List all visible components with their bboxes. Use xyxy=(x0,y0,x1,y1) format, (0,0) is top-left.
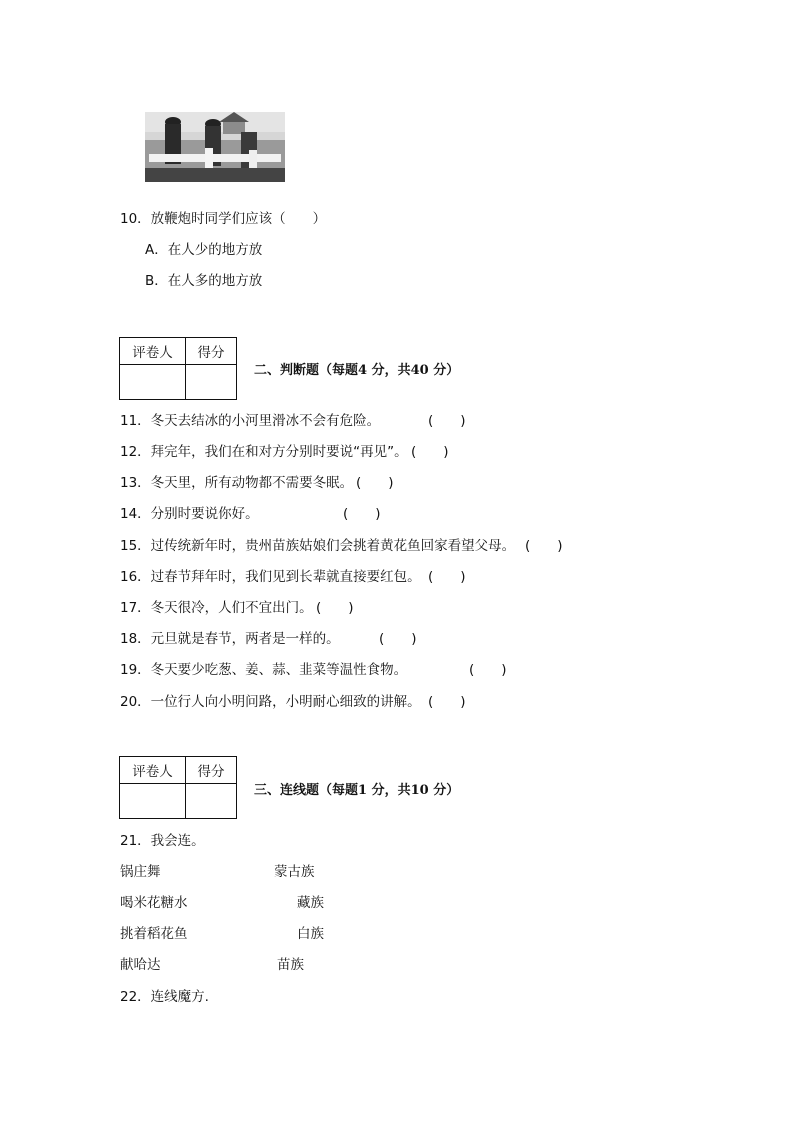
section2-title: 二、判断题（每题4 分，共40 分） xyxy=(254,363,460,378)
answer-bracket-20: ( ) xyxy=(428,694,466,710)
option-a: A．在人少的地方放 xyxy=(145,242,263,258)
answer-bracket-18: ( ) xyxy=(379,631,417,647)
question-15: 15．过传统新年时，贵州苗族姑娘们会挑着黄花鱼回家看望父母。 xyxy=(120,538,516,554)
answer-bracket-12: ( ) xyxy=(411,444,449,460)
question-21: 21．我会连。 xyxy=(120,833,205,849)
score-cell xyxy=(186,365,237,400)
answer-bracket-16: ( ) xyxy=(428,569,466,585)
section3-title: 三、连线题（每题1 分，共10 分） xyxy=(254,783,460,798)
question-22: 22．连线魔方. xyxy=(120,989,209,1005)
question-20: 20．一位行人向小明问路，小明耐心细致的讲解。 xyxy=(120,694,421,710)
score-cell xyxy=(186,784,237,819)
match-right-item: 苗族 xyxy=(277,957,304,973)
question-12: 12．拜完年，我们在和对方分别时要说“再见”。 xyxy=(120,444,408,460)
reviewer-cell xyxy=(120,365,186,400)
answer-bracket-15: ( ) xyxy=(525,538,563,554)
answer-bracket-14: ( ) xyxy=(343,506,381,522)
question-14: 14．分别时要说你好。 xyxy=(120,506,259,522)
option-b: B．在人多的地方放 xyxy=(145,273,263,289)
score-label: 得分 xyxy=(186,338,237,365)
match-left-item: 喝米花糖水 xyxy=(120,895,188,911)
question-16: 16．过春节拜年时，我们见到长辈就直接要红包。 xyxy=(120,569,421,585)
score-box-section3 xyxy=(119,756,237,819)
question-11: 11．冬天去结冰的小河里滑冰不会有危险。 xyxy=(120,413,381,429)
question-17: 17．冬天很冷，人们不宜出门。 xyxy=(120,600,313,616)
score-label: 得分 xyxy=(186,757,237,784)
reviewer-label: 评卷人 xyxy=(120,757,186,784)
match-right-item: 蒙古族 xyxy=(274,864,315,880)
match-left-item: 锅庄舞 xyxy=(120,864,161,880)
question-13: 13．冬天里，所有动物都不需要冬眠。 xyxy=(120,475,354,491)
photo-people-with-khata xyxy=(145,112,285,182)
answer-bracket-17: ( ) xyxy=(316,600,354,616)
answer-bracket-13: ( ) xyxy=(356,475,394,491)
score-box-section2 xyxy=(119,337,237,400)
answer-bracket-11: ( ) xyxy=(428,413,466,429)
question-18: 18．元旦就是春节，两者是一样的。 xyxy=(120,631,340,647)
question-19: 19．冬天要少吃葱、姜、蒜、韭菜等温性食物。 xyxy=(120,662,408,678)
answer-bracket-19: ( ) xyxy=(469,662,507,678)
match-left-item: 献哈达 xyxy=(120,957,161,973)
reviewer-cell xyxy=(120,784,186,819)
question-10: 10．放鞭炮时同学们应该（ ） xyxy=(120,211,327,227)
reviewer-label: 评卷人 xyxy=(120,338,186,365)
match-left-item: 挑着稻花鱼 xyxy=(120,926,188,942)
match-right-item: 白族 xyxy=(297,926,324,942)
match-right-item: 藏族 xyxy=(297,895,324,911)
